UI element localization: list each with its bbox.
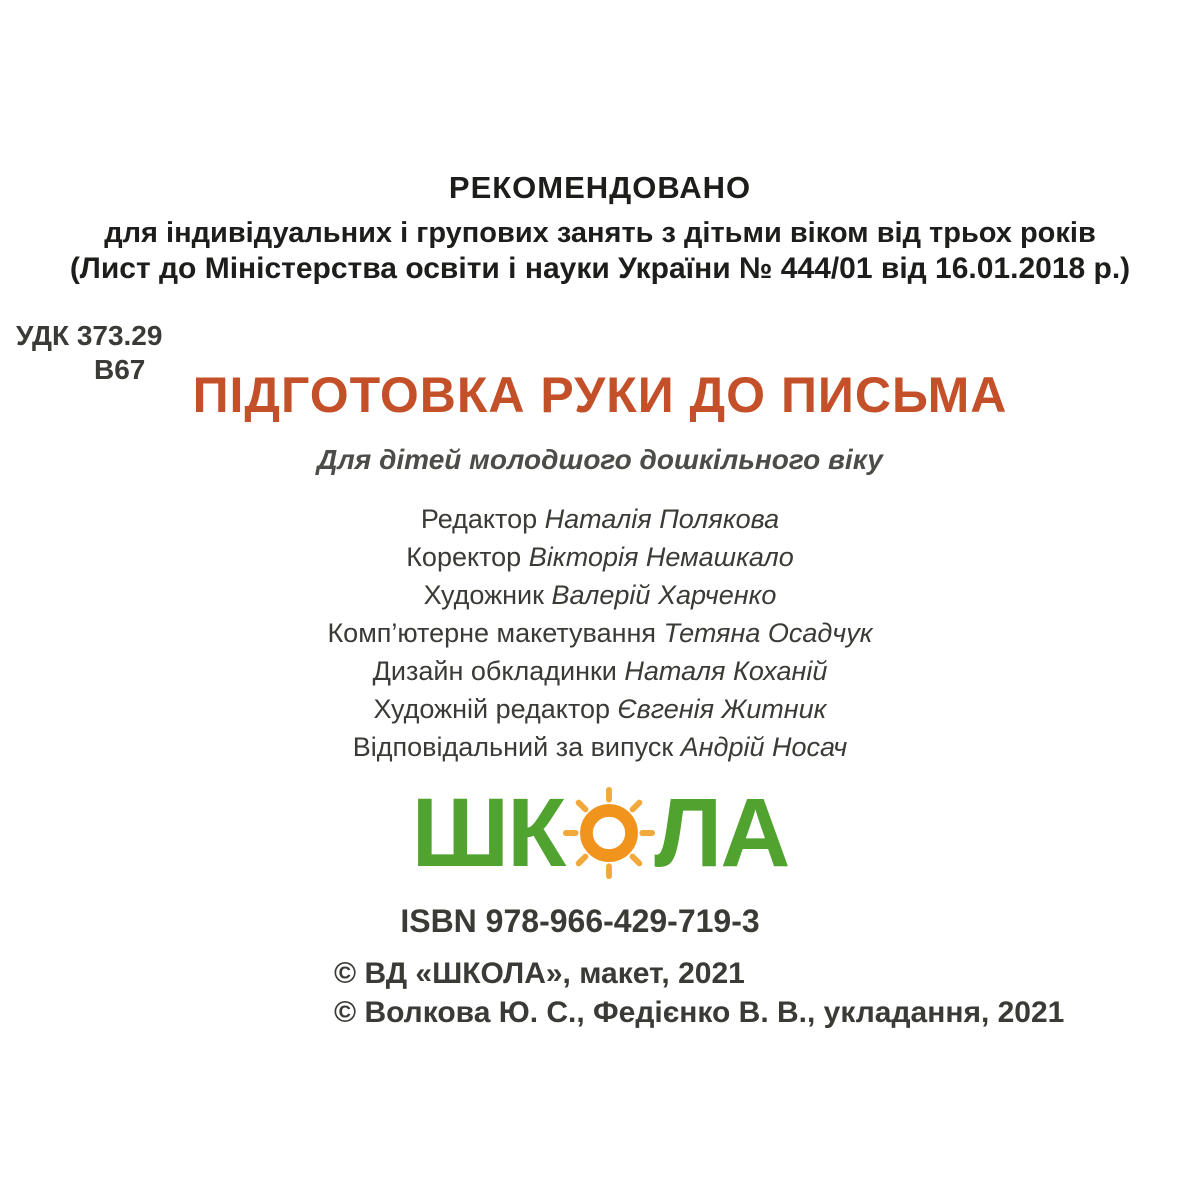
logo-text-la: ЛА <box>654 778 789 887</box>
logo-text-shk: ШК <box>411 778 565 887</box>
copyright-block <box>334 954 1064 1032</box>
credit-name: Наталія Полякова <box>544 504 780 534</box>
credit-name: Євгенія Житник <box>617 694 827 724</box>
isbn: ISBN 978-966-429-719-3 <box>400 903 760 939</box>
credit-name: Валерій Харченко <box>551 580 777 610</box>
credit-line-cover-design <box>0 652 1200 690</box>
credit-name: Тетяна Осадчук <box>663 618 873 648</box>
credit-line-art-editor <box>0 690 1200 728</box>
bbk-code: В67 <box>94 354 146 385</box>
copyright-line-publisher: © ВД «ШКОЛА», макет, 2021 <box>334 957 745 990</box>
recommendation-line1: для індивідуальних і групових занять з дітьми віком від трьох років <box>104 217 1096 249</box>
credit-role: Відповідальний за випуск <box>352 732 674 762</box>
credit-name: Наталя Коханій <box>624 656 828 686</box>
udk-code: УДК 373.29 <box>16 320 163 351</box>
credit-role: Коректор <box>406 542 522 572</box>
credit-line-editor <box>0 500 1200 538</box>
credits-block <box>0 500 1200 766</box>
credit-role: Художник <box>423 580 544 610</box>
book-subtitle: Для дітей молодшого дошкільного віку <box>317 444 883 475</box>
credit-role: Комп’ютерне макетування <box>327 618 657 648</box>
book-title: ПІДГОТОВКА РУКИ ДО ПИСЬМА <box>192 367 1008 423</box>
credit-name: Андрій Носач <box>680 732 848 762</box>
credit-line-responsible <box>0 728 1200 766</box>
credit-role: Художній редактор <box>373 694 611 724</box>
sun-o-icon <box>560 784 658 882</box>
credit-line-artist <box>0 576 1200 614</box>
credit-role: Редактор <box>420 504 538 534</box>
credit-line-proofreader <box>0 538 1200 576</box>
credit-name: Вікторія Немашкало <box>528 542 794 572</box>
publisher-logo <box>0 778 1200 887</box>
credit-line-layout <box>0 614 1200 652</box>
recommendation-title: РЕКОМЕНДОВАНО <box>448 170 752 205</box>
copyright-line-authors: © Волкова Ю. С., Федієнко В. В., укладання, 2021 <box>334 996 1065 1029</box>
recommendation-line2: (Лист до Міністерства освіти і науки України № 444/01 від 16.01.2018 р.) <box>69 252 1131 285</box>
credit-role: Дизайн обкладинки <box>372 656 617 686</box>
